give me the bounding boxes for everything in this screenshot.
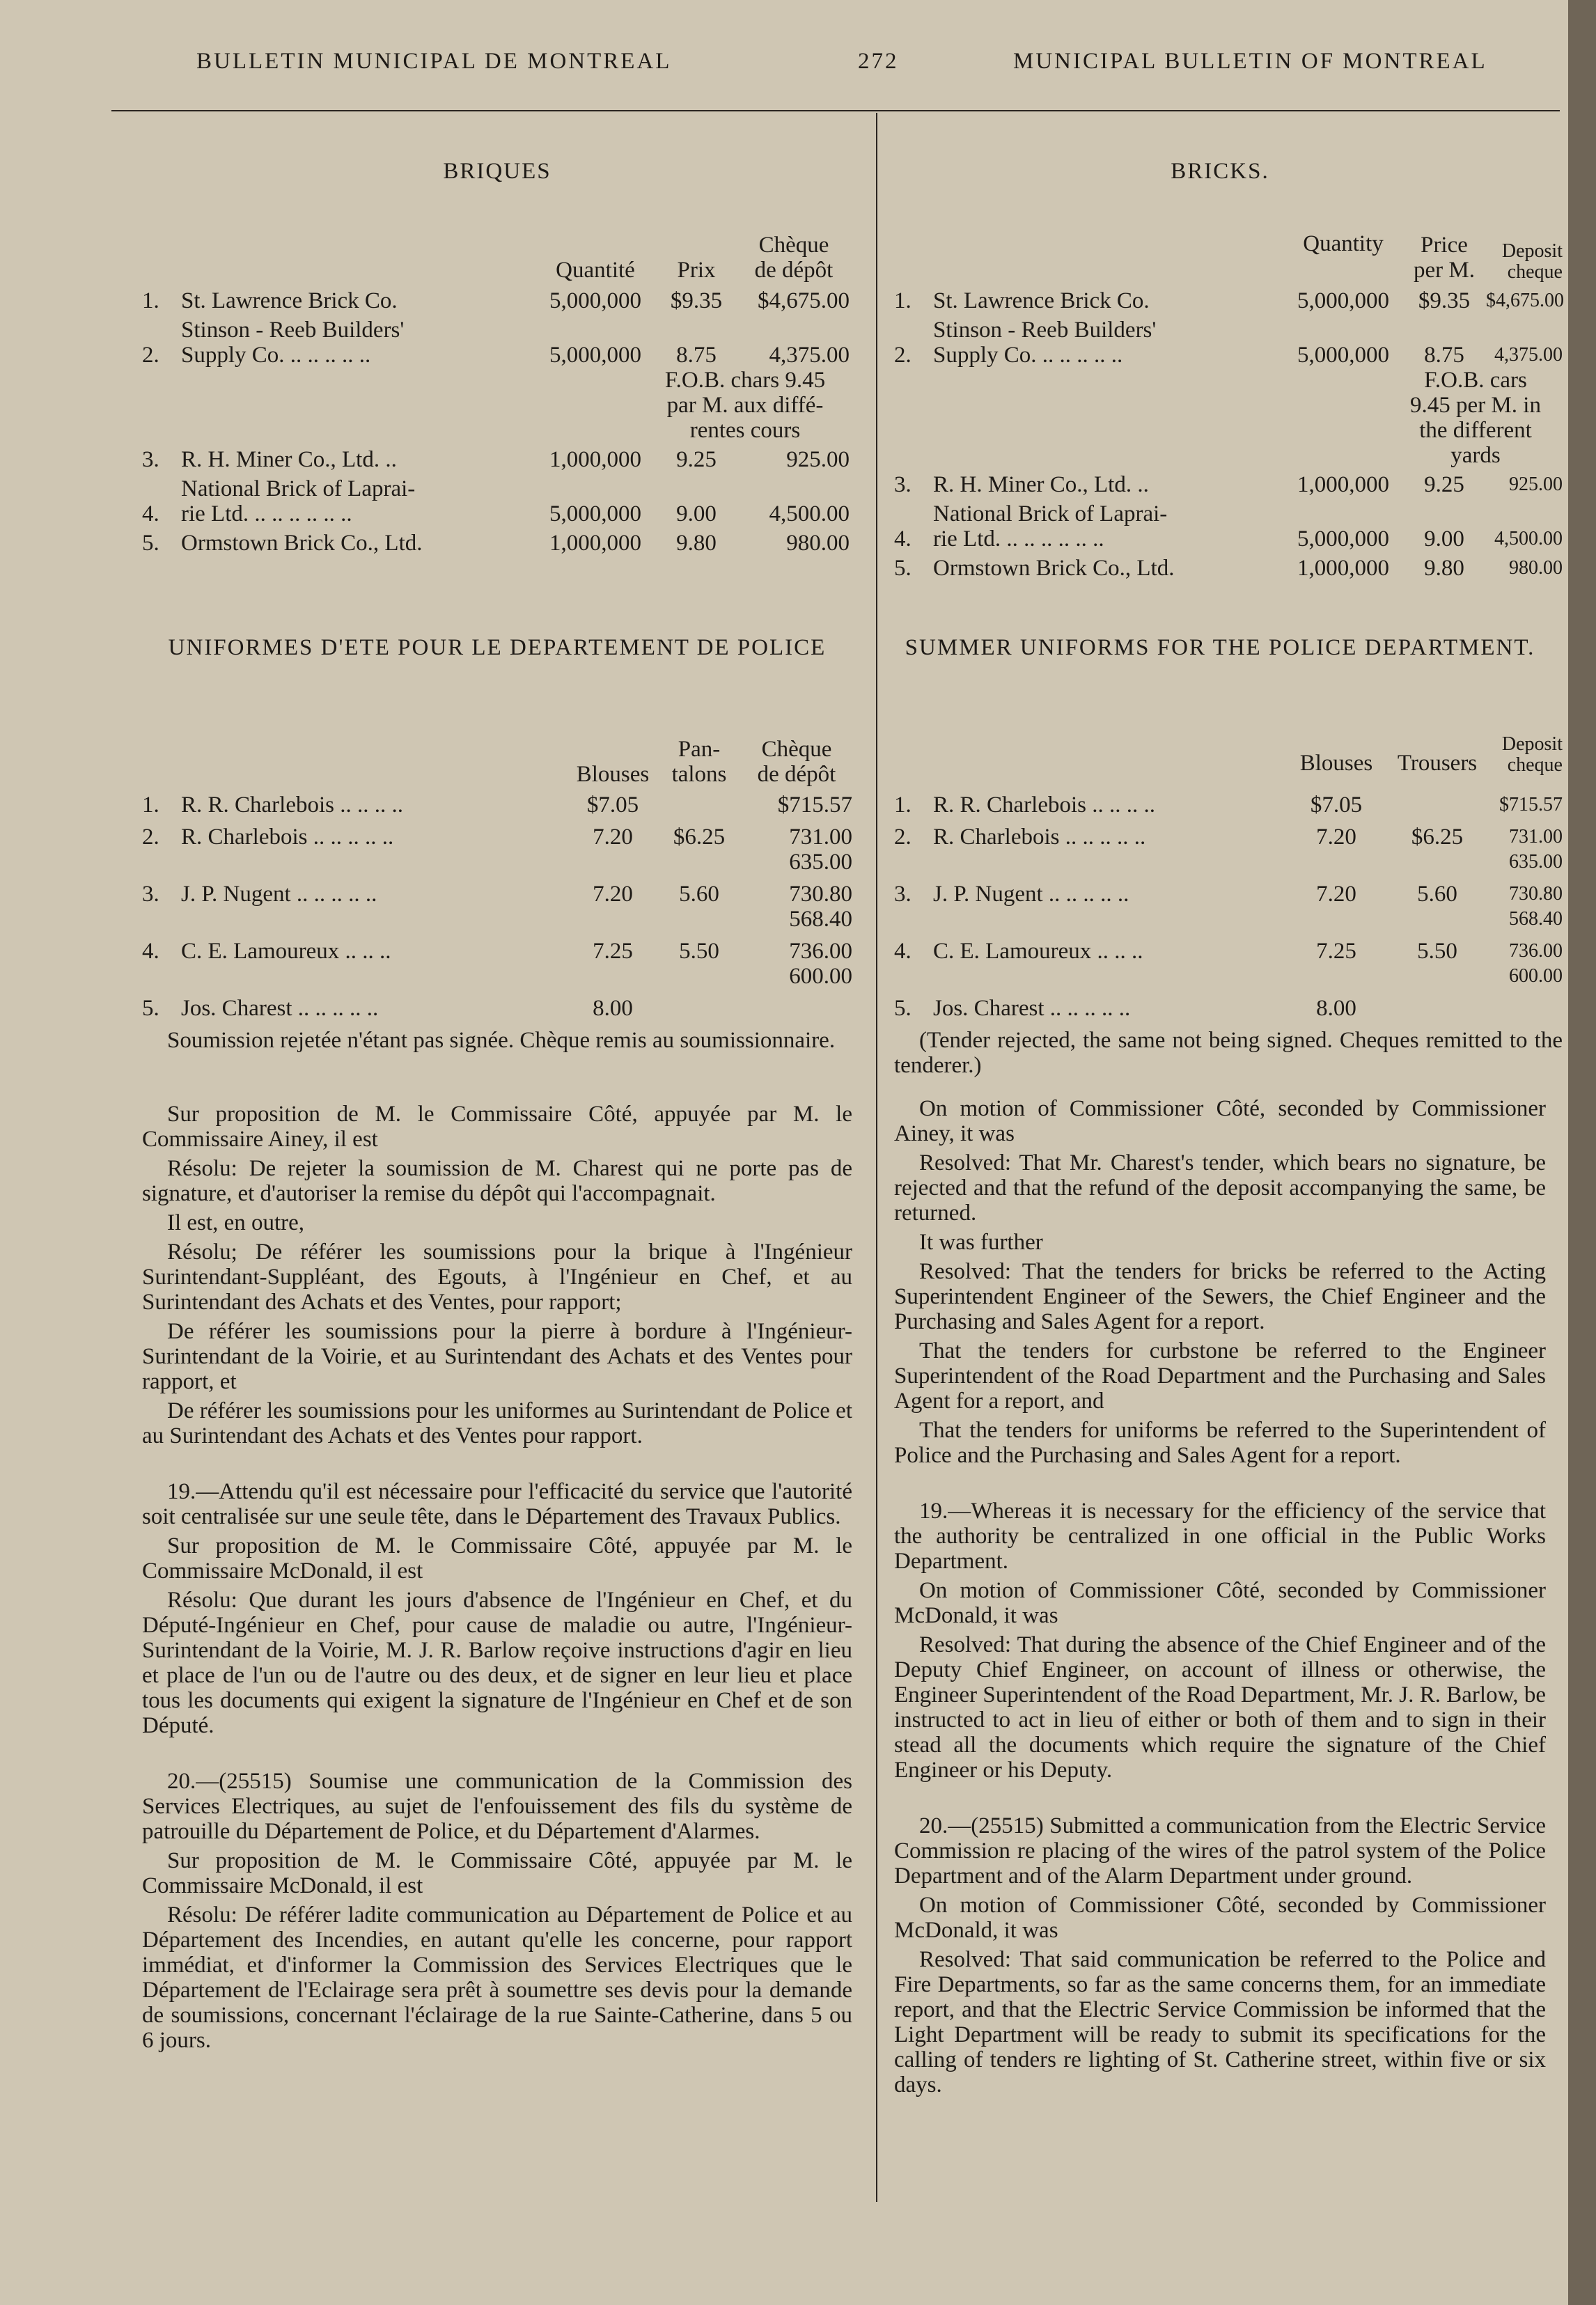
uniforms-table (894, 724, 1563, 1078)
brick-row (142, 447, 852, 472)
body-paragraph: Resolved: That Mr. Charest's tender, which bears no signature, be rejected and that the refund of the deposit accompanying the same, be returned. (894, 1150, 1546, 1226)
cheque-value: $715.57 (1499, 794, 1563, 815)
brick-row (894, 501, 1563, 552)
uniforms-col-blouses: Blouses (1299, 751, 1373, 776)
brick-row (142, 476, 852, 526)
uniform-row (142, 792, 852, 818)
row-number: 4. (142, 939, 159, 964)
row-number: 3. (142, 447, 159, 472)
tenderer-name: Jos. Charest .. .. .. .. .. (933, 996, 1131, 1021)
tenderer-name: Jos. Charest .. .. .. .. .. (181, 996, 379, 1021)
cheque-value-2: 568.40 (789, 907, 852, 932)
body-paragraph: Sur proposition de M. le Commissaire Côté, appuyée par M. le Commissaire Ainey, il est (142, 1102, 852, 1152)
row-number: 1. (894, 288, 912, 313)
price-value: 9.25 (1424, 472, 1464, 497)
company-name (181, 476, 536, 526)
body-paragraph: 20.—(25515) Submitted a communication from the Electric Service Commission re placing of the wires of the patrol system of the Police Department and of the Alarm Department under ground. (894, 1813, 1546, 1889)
row-number: 4. (894, 939, 912, 964)
brick-row-line (894, 472, 1563, 497)
cheque-value-2: 568.40 (1509, 908, 1563, 930)
tenderer-name: R. Charlebois .. .. .. .. .. (933, 825, 1146, 850)
header-rule (111, 110, 1560, 111)
company-name-line1: National Brick of Laprai- (181, 476, 416, 501)
cheque-value: 4,375.00 (769, 343, 850, 368)
header-right: MUNICIPAL BULLETIN OF MONTREAL (1013, 49, 1487, 74)
quantity-value: 5,000,000 (549, 343, 641, 368)
tenderer-name: C. E. Lamoureux .. .. .. (181, 939, 391, 964)
row-number: 5. (894, 556, 912, 581)
body-paragraph: Résolu: De référer ladite communication au Département de Police et au Département des Incendies, en autant qu'elle les concerne, pour rapport immédiat, et d'informer la Commission des Services Electriques que le Département de l'Eclairage sera prêt à soumettre ses devis pour la demande de soumissions, concernant l'éclairage de la rue Sainte-Catherine, dans 5 ou 6 jours. (142, 1902, 852, 2053)
trousers-price: 5.50 (1417, 939, 1457, 964)
quantity-value: 5,000,000 (549, 501, 641, 526)
quantity-value: 5,000,000 (1297, 343, 1389, 368)
uniform-row (894, 939, 1563, 989)
brick-row-line (894, 556, 1563, 581)
body-paragraph: Résolu; De référer les soumissions pour la brique à l'Ingénieur Surintendant-Suppléant, des Egouts, à l'Ingénieur en Chef, et au Surintendant des Achats et des Ventes, pour rapport; (142, 1240, 852, 1315)
uniforms-col-trousers: Trousers (1397, 751, 1478, 776)
brick-row (894, 472, 1563, 497)
brick-row (894, 318, 1563, 468)
uniform-row (142, 939, 852, 989)
row-number: 5. (142, 996, 159, 1021)
tenderer-name: C. E. Lamoureux .. .. .. (933, 939, 1143, 964)
company-name (181, 447, 536, 472)
uniforms-title: SUMMER UNIFORMS FOR THE POLICE DEPARTMENT. (905, 635, 1535, 660)
uniform-row-line (894, 996, 1563, 1021)
body-paragraph: Sur proposition de M. le Commissaire Côté, appuyée par M. le Commissaire McDonald, il est (142, 1848, 852, 1898)
uniform-row (894, 882, 1563, 932)
uniform-row-line (142, 996, 852, 1021)
quantity-value: 5,000,000 (1297, 288, 1389, 313)
uniforms-header-row (894, 724, 1563, 776)
briques-col-price: Prix (677, 258, 716, 283)
uniformes-col-blouses: Blouses (576, 762, 650, 787)
company-name-line1: National Brick of Laprai- (933, 501, 1168, 526)
quantity-value: 5,000,000 (549, 288, 641, 313)
cheque-value-2: 600.00 (1509, 965, 1563, 987)
page-number: 272 (858, 49, 899, 74)
quantity-value: 1,000,000 (549, 531, 641, 556)
bricks-col-price: Price per M. (1414, 233, 1475, 283)
cheque-value: 736.00 (1509, 940, 1563, 962)
quantity-value: 5,000,000 (1297, 526, 1389, 552)
uniform-row-line (894, 882, 1563, 907)
briques-table (142, 231, 852, 560)
price-value: 8.75 (1424, 343, 1464, 368)
cheque-value: 925.00 (786, 447, 850, 472)
row-number: 2. (894, 825, 912, 850)
body-paragraph: Resolved: That during the absence of the Chief Engineer and of the Deputy Chief Engineer, on account of illness or otherwise, the Engineer Superintendent of the Road Department, Mr. J. R. Barlow, be instructed to act in lieu of either or both of them and to sign in their stead all the documents which require the signature of the Chief Engineer or his Deputy. (894, 1632, 1546, 1783)
price-value: 9.25 (676, 447, 717, 472)
body-paragraph: Resolved: That said communication be referred to the Police and Fire Departments, so far as the same concerns them, for an immediate report, and that the Electric Service Commission be informed that the Light Department will be ready to submit its specifications for the calling of tenders re lighting of St. Catherine street, within five or six days. (894, 1947, 1546, 2097)
uniform-row (142, 882, 852, 932)
row-number: 4. (894, 526, 912, 552)
blouses-price: 7.25 (593, 939, 633, 964)
uniforms-note: (Tender rejected, the same not being signed. Cheques remitted to the tenderer.) (894, 1028, 1563, 1078)
cheque-value: 730.80 (1509, 883, 1563, 905)
uniformes-title: UNIFORMES D'ETE POUR LE DEPARTEMENT DE POLICE (168, 635, 827, 660)
row-number: 4. (142, 501, 159, 526)
brick-row-line (894, 318, 1563, 368)
body-paragraph: 19.—Whereas it is necessary for the efficiency of the service that the authority be centralized in one official in the Public Works Department. (894, 1499, 1546, 1574)
blouses-price: $7.05 (586, 792, 639, 818)
uniformes-note: Soumission rejetée n'étant pas signée. Chèque remis au soumissionnaire. (167, 1028, 836, 1053)
brick-row-line (142, 288, 852, 313)
row-number: 2. (142, 343, 159, 368)
body-paragraph: On motion of Commissioner Côté, seconded by Commissioner McDonald, it was (894, 1893, 1546, 1943)
company-name-line2: Supply Co. .. .. .. .. .. (181, 343, 371, 368)
uniformes-header-row (142, 735, 852, 787)
bricks-col-qty: Quantity (1303, 231, 1384, 256)
company-name-line2: Supply Co. .. .. .. .. .. (933, 343, 1123, 368)
brick-row-line (142, 531, 852, 556)
company-name (181, 318, 536, 368)
blouses-price: 7.20 (1316, 882, 1356, 907)
body-paragraph: Sur proposition de M. le Commissaire Côté, appuyée par M. le Commissaire McDonald, il est (142, 1533, 852, 1584)
blouses-price: 8.00 (1316, 996, 1356, 1021)
brick-row-line (142, 476, 852, 526)
price-value: 9.80 (676, 531, 717, 556)
quantity-value: 1,000,000 (1297, 556, 1389, 581)
price-value: 9.80 (1424, 556, 1464, 581)
uniformes-col-cheque: Chèque de dépôt (757, 737, 836, 787)
briques-header-row (142, 231, 852, 283)
bricks-table (894, 231, 1563, 585)
company-name (181, 288, 536, 313)
row-number: 1. (142, 288, 159, 313)
cheque-value-2: 635.00 (1509, 851, 1563, 873)
company-name (181, 531, 536, 556)
price-value: 8.75 (676, 343, 717, 368)
bricks-rows (894, 288, 1563, 581)
row-number: 3. (142, 882, 159, 907)
row-number: 1. (894, 792, 912, 818)
body-paragraph: Resolved: That the tenders for bricks be referred to the Acting Superintendent Engineer of the Sewers, the Chief Engineer and the Purchasing and Sales Agent for a report. (894, 1259, 1546, 1334)
cheque-value: 4,500.00 (1494, 528, 1563, 549)
body-paragraph: On motion of Commissioner Côté, seconded by Commissioner Ainey, it was (894, 1096, 1546, 1146)
company-name-line2: rie Ltd. .. .. .. .. .. .. (181, 501, 352, 526)
briques-title: BRIQUES (443, 159, 551, 184)
brick-row-line (142, 447, 852, 472)
bricks-title: BRICKS. (1171, 159, 1269, 184)
row-number: 2. (142, 825, 159, 850)
row-number: 3. (894, 882, 912, 907)
english-paragraphs (894, 1092, 1546, 2097)
company-name-line1: Ormstown Brick Co., Ltd. (933, 556, 1175, 581)
briques-col-cheque: Chèque de dépôt (754, 233, 834, 283)
brick-row-line (142, 318, 852, 368)
uniform-row-line (894, 825, 1563, 850)
bricks-header-row (894, 231, 1563, 283)
body-paragraph: On motion of Commissioner Côté, seconded by Commissioner McDonald, it was (894, 1578, 1546, 1628)
quantity-value: 1,000,000 (1297, 472, 1389, 497)
brick-row (894, 288, 1563, 313)
cheque-value: $4,675.00 (758, 288, 850, 313)
row-number: 1. (142, 792, 159, 818)
company-name-line1: Ormstown Brick Co., Ltd. (181, 531, 423, 556)
briques-rows (142, 288, 852, 556)
row-number: 5. (142, 531, 159, 556)
uniform-row (142, 996, 852, 1021)
company-name (933, 472, 1284, 497)
briques-col-qty: Quantité (556, 258, 635, 283)
row-number: 5. (894, 996, 912, 1021)
company-name-line1: St. Lawrence Brick Co. (933, 288, 1150, 313)
delivery-note: F.O.B. cars 9.45 per M. in the different yards (1410, 368, 1541, 468)
price-value: 9.00 (676, 501, 717, 526)
tenderer-name: J. P. Nugent .. .. .. .. .. (181, 882, 377, 907)
blouses-price: 7.20 (593, 825, 633, 850)
bricks-col-cheque: Deposit cheque (1501, 240, 1563, 283)
price-value: $9.35 (670, 288, 723, 313)
body-paragraph: That the tenders for uniforms be referred to the Superintendent of Police and the Purchasing and Sales Agent for a report. (894, 1418, 1546, 1468)
brick-row-line (894, 288, 1563, 313)
blouses-price: $7.05 (1310, 792, 1363, 818)
company-name-line1: R. H. Miner Co., Ltd. .. (933, 472, 1149, 497)
blouses-price: 7.20 (593, 882, 633, 907)
uniforms-rows (894, 792, 1563, 1021)
cheque-value: 731.00 (1509, 826, 1563, 847)
cheque-value: 980.00 (1509, 557, 1563, 579)
body-paragraph: De référer les soumissions pour les uniformes au Surintendant de Police et au Surintendant des Achats et des Ventes pour rapport. (142, 1398, 852, 1448)
trousers-price: 5.60 (679, 882, 719, 907)
price-value: $9.35 (1418, 288, 1471, 313)
brick-row (142, 531, 852, 556)
body-paragraph: Il est, en outre, (167, 1210, 305, 1235)
company-name-line2: rie Ltd. .. .. .. .. .. .. (933, 526, 1104, 552)
uniform-row-line (142, 825, 852, 850)
uniformes-rows (142, 792, 852, 1021)
row-number: 2. (894, 343, 912, 368)
uniformes-col-pantalons: Pan- talons (671, 737, 727, 787)
company-name (933, 501, 1284, 552)
cheque-value-2: 600.00 (789, 964, 852, 989)
company-name-line1: Stinson - Reeb Builders' (933, 318, 1157, 343)
tenderer-name: R. R. Charlebois .. .. .. .. (181, 792, 403, 818)
uniform-row-line (894, 792, 1563, 818)
brick-row (142, 318, 852, 443)
cheque-value: 980.00 (786, 531, 850, 556)
company-name (933, 318, 1284, 368)
cheque-value: $715.57 (777, 792, 852, 818)
body-paragraph: De référer les soumissions pour la pierre à bordure à l'Ingénieur-Surintendant de la Voirie, et au Surintendant des Achats et des Ventes pour rapport, et (142, 1319, 852, 1394)
quantity-value: 1,000,000 (549, 447, 641, 472)
delivery-note: F.O.B. chars 9.45 par M. aux diffé- rentes cours (664, 368, 826, 443)
body-paragraph: Résolu: Que durant les jours d'absence de l'Ingénieur en Chef, et du Député-Ingénieur en Chef, pour cause de maladie ou autre, l'Ingénieur-Surintendant de la Voirie, M. J. R. Barlow reçoive instructions d'agir en lieu et place de l'un ou de l'autre ou des deux, et de signer en leur lieu et place tous les documents qui exigent la signature de l'Ingénieur en Chef et de son Député. (142, 1588, 852, 1738)
trousers-price: 5.50 (679, 939, 719, 964)
trousers-price: $6.25 (1411, 825, 1464, 850)
brick-row (142, 288, 852, 313)
tenderer-name: R. R. Charlebois .. .. .. .. (933, 792, 1155, 818)
uniform-row-line (142, 792, 852, 818)
tenderer-name: J. P. Nugent .. .. .. .. .. (933, 882, 1129, 907)
cheque-value-2: 635.00 (789, 850, 852, 875)
body-paragraph: 19.—Attendu qu'il est nécessaire pour l'efficacité du service que l'autorité soit centralisée sur une seule tête, dans le Département des Travaux Publics. (142, 1479, 852, 1529)
uniform-row (894, 996, 1563, 1021)
cheque-value: $4,675.00 (1486, 290, 1564, 311)
trousers-price: 5.60 (1417, 882, 1457, 907)
uniforms-col-cheque: Deposit cheque (1501, 733, 1563, 776)
uniformes-table (142, 735, 852, 1053)
page-edge-shadow (1568, 0, 1596, 2305)
cheque-value: 736.00 (789, 939, 852, 964)
tenderer-name: R. Charlebois .. .. .. .. .. (181, 825, 394, 850)
row-number: 3. (894, 472, 912, 497)
company-name (933, 556, 1284, 581)
header-left: BULLETIN MUNICIPAL DE MONTREAL (196, 49, 672, 74)
column-divider (876, 113, 877, 2202)
cheque-value: 4,500.00 (769, 501, 850, 526)
price-value: 9.00 (1424, 526, 1464, 552)
trousers-price: $6.25 (673, 825, 726, 850)
uniform-row-line (894, 939, 1563, 964)
blouses-price: 7.20 (1316, 825, 1356, 850)
company-name-line1: Stinson - Reeb Builders' (181, 318, 405, 343)
company-name (933, 288, 1284, 313)
blouses-price: 7.25 (1316, 939, 1356, 964)
company-name-line1: R. H. Miner Co., Ltd. .. (181, 447, 397, 472)
cheque-value: 4,375.00 (1494, 344, 1563, 366)
brick-row-line (894, 501, 1563, 552)
uniform-row-line (142, 939, 852, 964)
uniform-row (142, 825, 852, 875)
uniform-row-line (142, 882, 852, 907)
body-paragraph: 20.—(25515) Soumise une communication de la Commission des Services Electriques, au sujet de l'enfouissement des fils du système de patrouille du Département de Police, et du Département d'Alarmes. (142, 1769, 852, 1844)
body-paragraph: That the tenders for curbstone be referred to the Engineer Superintendent of the Road Department and the Purchasing and Sales Agent for a report, and (894, 1338, 1546, 1414)
uniform-row (894, 792, 1563, 818)
uniform-row (894, 825, 1563, 875)
body-paragraph: Résolu: De rejeter la soumission de M. Charest qui ne porte pas de signature, et d'autoriser la remise du dépôt qui l'accompagnait. (142, 1156, 852, 1206)
cheque-value: 731.00 (789, 825, 852, 850)
company-name-line1: St. Lawrence Brick Co. (181, 288, 398, 313)
cheque-value: 925.00 (1509, 474, 1563, 495)
french-paragraphs (142, 1097, 852, 2053)
blouses-price: 8.00 (593, 996, 633, 1021)
body-paragraph: It was further (919, 1230, 1043, 1255)
cheque-value: 730.80 (789, 882, 852, 907)
brick-row (894, 556, 1563, 581)
